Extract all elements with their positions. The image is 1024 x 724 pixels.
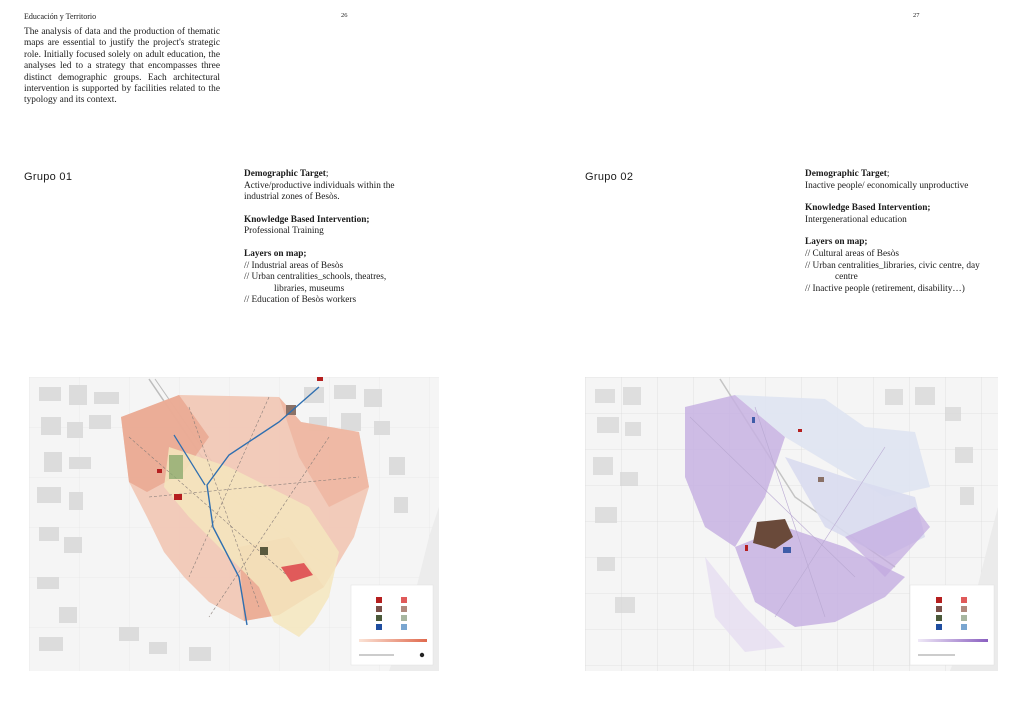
page-number-right: 27	[913, 12, 920, 19]
page-number-left: 26	[341, 12, 348, 19]
intro-paragraph: The analysis of data and the production of thematic maps are essential to justify the project's strategic role. Initially focused solely on adult education, the analyses led to a strategy that encompasses three distinct demographic groups. Each architectural intervention is supported by facilities related to the typology and its context.	[24, 27, 220, 106]
layers-label: Layers on map;	[805, 237, 868, 248]
intervention-label: Knowledge Based Intervention;	[244, 214, 370, 225]
layer-item: // Urban centralities_libraries, civic centre, day	[805, 260, 980, 271]
map-group-01	[29, 377, 439, 671]
group-01-text-block: Demographic Target; Active/productive individuals within the industrial zones of Besòs. Knowledge Based Intervention; Professional Training Layers on map; // Industrial areas of Besòs // Urban centralities_schools, theatres, libraries, museums // Education of Besòs workers	[244, 169, 424, 307]
layer-item: // Education of Besòs workers	[244, 295, 357, 306]
group-01-title: Grupo 01	[24, 171, 73, 183]
layer-item: // Industrial areas of Besòs	[244, 260, 344, 271]
demographic-text: Inactive people/ economically unproductive	[805, 180, 969, 191]
map-legend	[910, 585, 994, 665]
intervention-text: Professional Training	[244, 226, 324, 237]
intervention-text: Intergenerational education	[805, 214, 907, 225]
layer-item: // Inactive people (retirement, disability…)	[805, 283, 965, 294]
layer-item: // Cultural areas of Besòs	[805, 248, 899, 259]
group-02-text-block: Demographic Target; Inactive people/ economically unproductive Knowledge Based Intervention; Intergenerational education Layers on map; // Cultural areas of Besòs // Urban centralities_libraries, civic centre, day centre // Inactive people (retirement, disability…)	[805, 169, 1005, 295]
map-group-02	[585, 377, 998, 671]
running-title: Educación y Territorio	[24, 12, 97, 21]
layers-label: Layers on map;	[244, 248, 307, 259]
group-02-title: Grupo 02	[585, 171, 634, 183]
demographic-label: Demographic Target	[805, 169, 887, 179]
layer-item: centre	[835, 272, 858, 283]
map-legend	[351, 585, 433, 665]
layer-item: libraries, museums	[274, 283, 345, 294]
demographic-label: Demographic Target	[244, 169, 326, 179]
intervention-label: Knowledge Based Intervention;	[805, 203, 931, 214]
demographic-text: Active/productive individuals within the industrial zones of Besòs.	[244, 180, 395, 203]
layer-item: // Urban centralities_schools, theatres,	[244, 272, 387, 283]
